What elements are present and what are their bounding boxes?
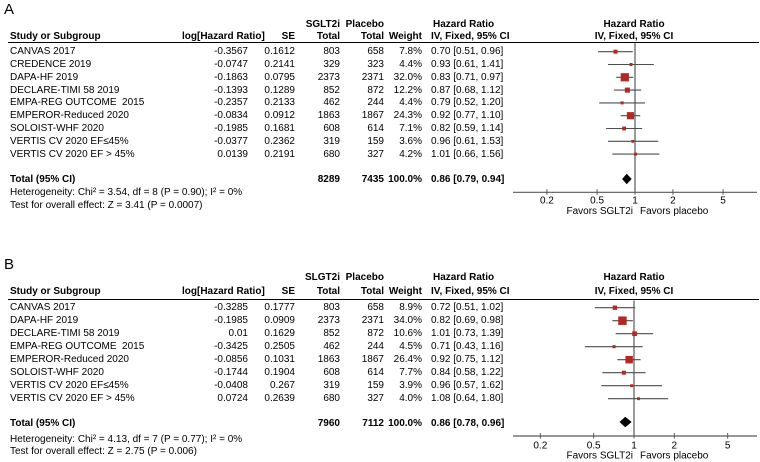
log-hazard-ratio: -0.0377 xyxy=(214,135,248,147)
standard-error: 0.2362 xyxy=(264,135,295,147)
study-name: VERTIS CV 2020 EF > 45% xyxy=(10,393,135,405)
standard-error: 0.1289 xyxy=(264,84,295,96)
standard-error: 0.0912 xyxy=(264,110,295,122)
weight: 3.9% xyxy=(399,380,422,392)
study-row xyxy=(0,327,530,340)
study-row xyxy=(0,109,530,122)
treatment-total: 852 xyxy=(323,328,340,340)
control-total: 327 xyxy=(367,393,384,405)
effect-square xyxy=(637,397,640,400)
heterogeneity-text: Heterogeneity: Chi² = 3.54, df = 8 (P = 0.90); I² = 0% xyxy=(10,187,243,199)
total-row xyxy=(0,417,530,430)
plot-ci-header: IV, Fixed, 95% CI xyxy=(594,30,674,42)
control-total: 323 xyxy=(367,59,384,70)
study-row xyxy=(0,353,530,366)
treatment-total: 462 xyxy=(323,97,340,109)
control-total: 244 xyxy=(367,97,384,109)
control-total: 159 xyxy=(367,135,384,147)
axis-tick-label: 1 xyxy=(631,440,637,452)
total-diamond xyxy=(620,417,632,427)
favors-right-label: Favors placebo xyxy=(640,206,709,217)
study-column-header: Study or Subgroup xyxy=(10,30,101,42)
total-control-n: 7435 xyxy=(361,173,384,185)
weight: 4.4% xyxy=(399,59,422,70)
control-total: 872 xyxy=(367,84,384,96)
total-row xyxy=(0,173,530,186)
effect-square xyxy=(625,356,632,363)
effect-square xyxy=(625,88,630,93)
favors-left-label: Favors SGLT2i xyxy=(566,450,633,462)
weight: 34.0% xyxy=(393,315,422,327)
total-weight: 100.0% xyxy=(388,417,422,429)
spacer xyxy=(0,271,182,284)
ci-text: 1.08 [0.64, 1.80] xyxy=(431,393,504,405)
spacer xyxy=(182,417,248,430)
total-treatment-n: 7960 xyxy=(317,417,340,429)
treatment-total: 1863 xyxy=(317,354,340,366)
group-header-row xyxy=(0,271,530,284)
log-hazard-ratio: -0.0408 xyxy=(214,380,248,392)
ci-text: 0.84 [0.58, 1.22] xyxy=(431,367,504,379)
ci-text: 0.82 [0.59, 1.14] xyxy=(431,123,504,134)
control-total: 872 xyxy=(367,328,384,340)
header-rule xyxy=(8,299,759,300)
effect-square xyxy=(622,371,626,375)
ci-text: 0.79 [0.52, 1.20] xyxy=(431,97,504,109)
treatment-total: 319 xyxy=(323,380,340,392)
total-treatment-n: 8289 xyxy=(317,173,340,185)
log-hazard-ratio: -0.1393 xyxy=(214,84,248,96)
spacer xyxy=(182,173,248,186)
study-row xyxy=(0,96,530,109)
study-row xyxy=(0,45,530,58)
weight: 32.0% xyxy=(393,71,422,83)
overall-effect-text: Test for overall effect: Z = 3.41 (P = 0.0007) xyxy=(10,200,203,211)
control-group-header: Placebo xyxy=(345,271,384,283)
plot-effect-title: Hazard Ratio xyxy=(603,18,665,30)
effect-square xyxy=(634,153,637,156)
log-hazard-ratio: -0.0834 xyxy=(214,110,248,122)
total-weight: 100.0% xyxy=(388,173,422,185)
axis-tick-label: 0.5 xyxy=(586,440,601,452)
ci-text: 0.82 [0.69, 0.98] xyxy=(431,315,504,327)
ci-text: 0.93 [0.61, 1.41] xyxy=(431,59,504,70)
weight: 7.1% xyxy=(399,123,422,134)
study-name: DECLARE-TIMI 58 2019 xyxy=(10,84,120,96)
loghr-column-header: log[Hazard Ratio] xyxy=(182,30,265,42)
ci-column-header: IV, Fixed, 95% CI xyxy=(431,30,510,42)
plot-ci-header: IV, Fixed, 95% CI xyxy=(594,286,674,297)
treatment-group-header: SLGT2i xyxy=(304,271,340,283)
standard-error: 0.0909 xyxy=(264,315,295,327)
standard-error: 0.1777 xyxy=(264,302,295,314)
weight: 4.4% xyxy=(399,97,422,109)
ci-text: 0.92 [0.77, 1.10] xyxy=(431,110,504,122)
axis-tick-label: 0.2 xyxy=(539,195,554,207)
panel-a-label: A xyxy=(4,1,15,18)
study-row xyxy=(0,379,530,392)
effect-square xyxy=(632,331,637,336)
spacer xyxy=(182,271,248,284)
effect-square xyxy=(621,73,629,81)
standard-error: 0.1629 xyxy=(264,328,295,340)
ci-text: 0.92 [0.75, 1.12] xyxy=(431,354,504,366)
standard-error: 0.2505 xyxy=(264,341,295,353)
ci-text: 1.01 [0.73, 1.39] xyxy=(431,328,504,340)
weight-column-header: Weight xyxy=(388,30,422,42)
study-row xyxy=(0,366,530,379)
study-row xyxy=(0,301,530,314)
study-name: EMPA-REG OUTCOME 2015 xyxy=(10,341,145,353)
study-name: VERTIS CV 2020 EF≤45% xyxy=(10,380,129,392)
effect-square xyxy=(613,50,617,54)
treatment-total: 2373 xyxy=(317,315,340,327)
study-row xyxy=(0,58,530,71)
study-name: SOLOIST-WHF 2020 xyxy=(10,123,104,134)
treatment-total: 803 xyxy=(323,46,340,58)
ci-text: 0.96 [0.61, 1.53] xyxy=(431,135,504,147)
standard-error: 0.1612 xyxy=(264,46,295,58)
forest-panel-b xyxy=(0,248,760,462)
ci-text: 0.72 [0.51, 1.02] xyxy=(431,302,504,314)
treatment-total: 680 xyxy=(323,148,340,160)
control-total-header: Total xyxy=(360,286,384,297)
weight: 3.6% xyxy=(399,135,422,147)
treatment-total: 1863 xyxy=(317,110,340,122)
header-rule xyxy=(8,42,759,43)
log-hazard-ratio: -0.1744 xyxy=(214,367,248,379)
effect-square xyxy=(621,101,624,104)
treatment-total: 608 xyxy=(323,123,340,134)
study-row xyxy=(0,84,530,97)
spacer xyxy=(248,417,295,430)
axis-tick-label: 2 xyxy=(670,195,676,207)
treatment-total: 319 xyxy=(323,135,340,147)
log-hazard-ratio: -0.3285 xyxy=(214,302,248,314)
log-hazard-ratio: 0.0139 xyxy=(217,148,248,160)
log-hazard-ratio: -0.3425 xyxy=(214,341,248,353)
control-total-header: Total xyxy=(360,30,384,42)
effect-square xyxy=(613,306,617,310)
total-ci-text: 0.86 [0.78, 0.96] xyxy=(431,417,505,429)
study-row xyxy=(0,71,530,84)
log-hazard-ratio: -0.3567 xyxy=(214,46,248,58)
treatment-total: 803 xyxy=(323,302,340,314)
standard-error: 0.1681 xyxy=(264,123,295,134)
effect-square xyxy=(631,140,634,143)
weight: 12.2% xyxy=(393,84,422,96)
ci-text: 0.96 [0.57, 1.62] xyxy=(431,380,504,392)
standard-error: 0.2191 xyxy=(264,148,295,160)
study-name: EMPEROR-Reduced 2020 xyxy=(10,354,129,366)
study-row xyxy=(0,314,530,327)
standard-error: 0.2133 xyxy=(264,97,295,109)
treatment-total-header: Total xyxy=(316,30,340,42)
axis-tick-label: 0.2 xyxy=(533,440,548,452)
se-column-header: SE xyxy=(281,286,295,297)
weight: 4.2% xyxy=(399,148,422,160)
axis-tick-label: 5 xyxy=(720,195,726,207)
control-total: 1867 xyxy=(361,110,384,122)
axis-tick-label: 2 xyxy=(671,440,678,452)
ci-text: 0.71 [0.43, 1.16] xyxy=(431,341,504,353)
weight: 26.4% xyxy=(393,354,422,366)
axis-tick-label: 0.5 xyxy=(590,195,605,207)
treatment-total: 329 xyxy=(323,59,340,70)
treatment-total: 852 xyxy=(323,84,340,96)
heterogeneity-text: Heterogeneity: Chi² = 4.13, df = 7 (P = 0.77); I² = 0% xyxy=(10,433,243,445)
axis-tick-label: 1 xyxy=(632,195,638,207)
effect-square xyxy=(627,112,634,119)
total-label: Total (95% CI) xyxy=(10,173,76,185)
log-hazard-ratio: 0.01 xyxy=(228,328,248,340)
study-name: CREDENCE 2019 xyxy=(10,59,92,70)
study-row xyxy=(0,148,530,161)
treatment-total: 680 xyxy=(323,393,340,405)
total-ci-text: 0.86 [0.79, 0.94] xyxy=(431,173,505,185)
study-row xyxy=(0,122,530,135)
study-name: SOLOIST-WHF 2020 xyxy=(10,367,104,379)
control-total: 614 xyxy=(367,367,384,379)
effect-title: Hazard Ratio xyxy=(433,18,495,30)
axis-tick-label: 5 xyxy=(724,440,731,452)
plot-effect-title: Hazard Ratio xyxy=(603,271,665,283)
effect-square xyxy=(613,345,616,348)
effect-square xyxy=(618,316,626,324)
study-name: CANVAS 2017 xyxy=(10,46,76,58)
favors-left-label: Favors SGLT2i xyxy=(566,206,633,217)
weight-column-header: Weight xyxy=(388,286,422,297)
control-total: 2371 xyxy=(361,315,384,327)
control-total: 244 xyxy=(367,341,384,353)
ci-column-header: IV, Fixed, 95% CI xyxy=(431,286,510,297)
weight: 4.0% xyxy=(399,393,422,405)
study-name: VERTIS CV 2020 EF > 45% xyxy=(10,148,135,160)
weight: 4.5% xyxy=(399,341,422,353)
favors-right-label: Favors placebo xyxy=(640,450,709,462)
study-name: EMPEROR-Reduced 2020 xyxy=(10,110,129,122)
ci-text: 0.87 [0.68, 1.12] xyxy=(431,84,504,96)
standard-error: 0.2639 xyxy=(264,393,295,405)
column-header-row xyxy=(0,285,530,298)
panel-b-label: B xyxy=(4,256,15,273)
overall-effect-text: Test for overall effect: Z = 2.75 (P = 0.006) xyxy=(10,446,197,458)
log-hazard-ratio: -0.1863 xyxy=(214,71,248,83)
weight: 10.6% xyxy=(393,328,422,340)
ci-text: 0.70 [0.51, 0.96] xyxy=(431,46,504,58)
effect-square xyxy=(630,63,633,66)
weight: 24.3% xyxy=(393,110,422,122)
log-hazard-ratio: -0.0747 xyxy=(214,59,248,70)
standard-error: 0.1904 xyxy=(264,367,295,379)
control-total: 2371 xyxy=(361,71,384,83)
control-total: 159 xyxy=(367,380,384,392)
standard-error: 0.0795 xyxy=(264,71,295,83)
standard-error: 0.1031 xyxy=(264,354,295,366)
study-name: DAPA-HF 2019 xyxy=(10,71,79,83)
standard-error: 0.2141 xyxy=(264,59,295,70)
study-name: EMPA-REG OUTCOME 2015 xyxy=(10,97,145,109)
study-row xyxy=(0,340,530,353)
log-hazard-ratio: -0.0856 xyxy=(214,354,248,366)
study-name: VERTIS CV 2020 EF≤45% xyxy=(10,135,129,147)
control-total: 614 xyxy=(367,123,384,134)
spacer xyxy=(248,271,295,284)
control-group-header: Placebo xyxy=(345,18,384,30)
study-name: CANVAS 2017 xyxy=(10,302,76,314)
total-control-n: 7112 xyxy=(362,417,384,429)
ci-text: 0.83 [0.71, 0.97] xyxy=(431,71,504,83)
study-name: DAPA-HF 2019 xyxy=(10,315,79,327)
study-name: DECLARE-TIMI 58 2019 xyxy=(10,328,120,340)
study-row xyxy=(0,135,530,148)
se-column-header: SE xyxy=(281,30,295,42)
log-hazard-ratio: -0.1985 xyxy=(214,123,248,134)
loghr-column-header: log[Hazard Ratio] xyxy=(182,286,265,297)
treatment-group-header: SGLT2i xyxy=(305,18,340,30)
study-column-header: Study or Subgroup xyxy=(10,286,101,297)
control-total: 658 xyxy=(367,302,384,314)
log-hazard-ratio: 0.0724 xyxy=(217,393,248,405)
effect-square xyxy=(622,127,626,131)
spacer xyxy=(384,271,422,284)
standard-error: 0.267 xyxy=(269,380,295,392)
weight: 7.8% xyxy=(399,46,422,58)
total-diamond xyxy=(622,174,632,184)
total-label: Total (95% CI) xyxy=(10,417,76,429)
control-total: 327 xyxy=(367,148,384,160)
treatment-total: 608 xyxy=(323,367,340,379)
treatment-total: 462 xyxy=(323,341,340,353)
spacer xyxy=(248,173,295,186)
ci-text: 1.01 [0.66, 1.56] xyxy=(431,148,504,160)
control-total: 658 xyxy=(367,46,384,58)
treatment-total: 2373 xyxy=(317,71,340,83)
log-hazard-ratio: -0.2357 xyxy=(214,97,248,109)
effect-title: Hazard Ratio xyxy=(433,271,495,283)
weight: 8.9% xyxy=(399,302,422,314)
effect-square xyxy=(630,384,633,387)
control-total: 1867 xyxy=(361,354,384,366)
study-row xyxy=(0,392,530,405)
weight: 7.7% xyxy=(399,367,422,379)
treatment-total-header: Total xyxy=(316,286,340,297)
log-hazard-ratio: -0.1985 xyxy=(214,315,248,327)
